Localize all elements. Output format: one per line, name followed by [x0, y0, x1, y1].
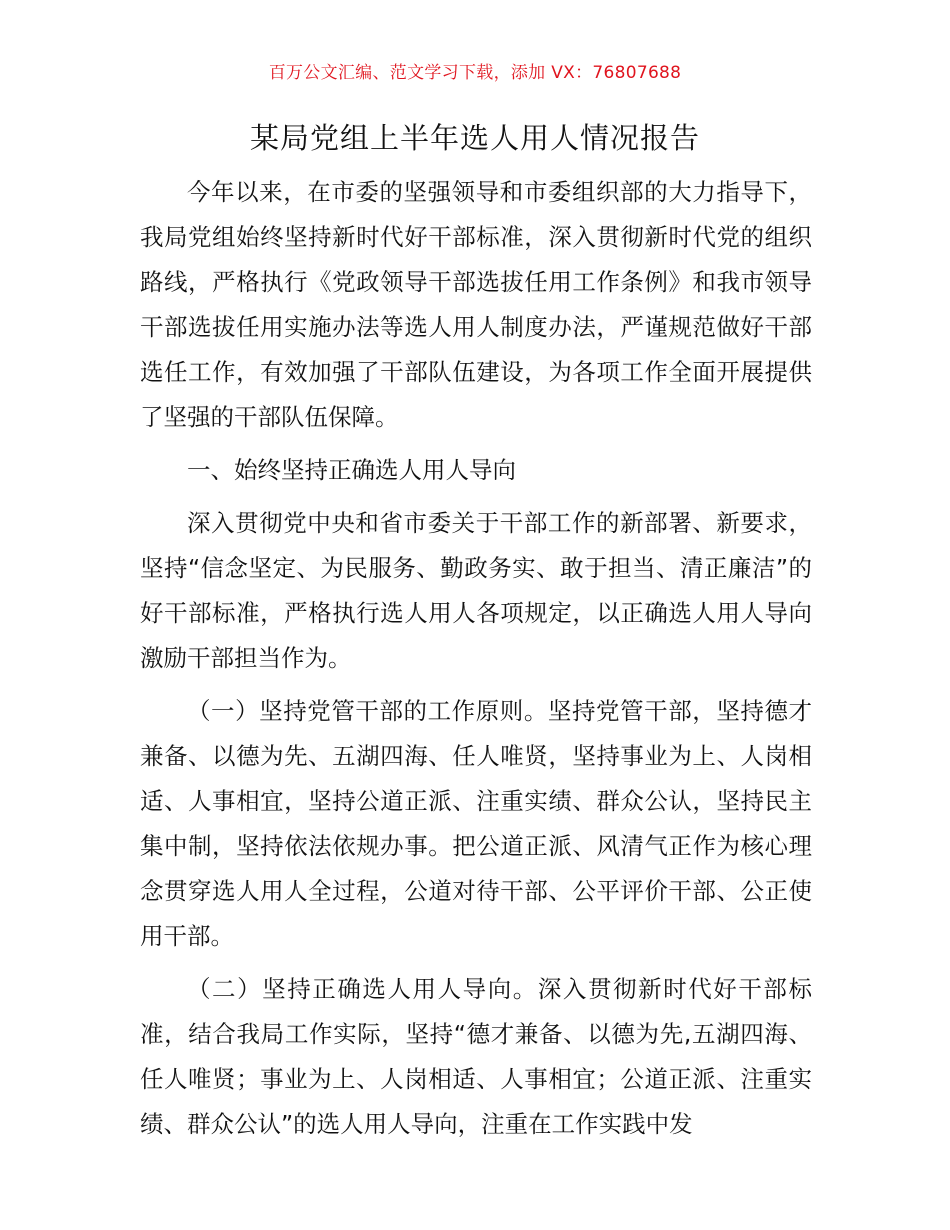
- watermark-banner: 百万公文汇编、范文学习下载，添加 VX：76807688: [268, 63, 682, 83]
- paragraph-section-1: 深入贯彻党中央和省市委关于干部工作的新部署、新要求，坚持“信念坚定、为民服务、勤政务实、敢于担当、清正廉洁”的好干部标准，严格执行选人用人各项规定，以正确选人用人导向激励干部担当作为。: [140, 509, 812, 672]
- document-title: 某局党组上半年选人用人情况报告: [249, 121, 700, 155]
- paragraph-subsection-1: （一）坚持党管干部的工作原则。坚持党管干部，坚持德才兼备、以德为先、五湖四海、任人唯贤，坚持事业为上、人岗相适、人事相宜，坚持公道正派、注重实绩、群众公认，坚持民主集中制，坚持依法依规办事。把公道正派、风清气正作为核心理念贯穿选人用人全过程，公道对待干部、公平评价干部、公正使用干部。: [140, 697, 812, 950]
- section-heading-1: 一、始终坚持正确选人用人导向: [187, 456, 516, 484]
- paragraph-subsection-2: （二）坚持正确选人用人导向。深入贯彻新时代好干部标准，结合我局工作实际，坚持“德才兼备、以德为先,五湖四海、任人唯贤；事业为上、人岗相适、人事相宜；公道正派、注重实绩、群众公认”的选人用人导向，注重在工作实践中发: [140, 975, 812, 1138]
- document-body: [140, 170, 812, 1155]
- paragraph-intro: 今年以来，在市委的坚强领导和市委组织部的大力指导下，我局党组始终坚持新时代好干部标准，深入贯彻新时代党的组织路线，严格执行《党政领导干部选拔任用工作条例》和我市领导干部选拔任用实施办法等选人用人制度办法，严谨规范做好干部选任工作，有效加强了干部队伍建设，为各项工作全面开展提供了坚强的干部队伍保障。: [140, 178, 812, 431]
